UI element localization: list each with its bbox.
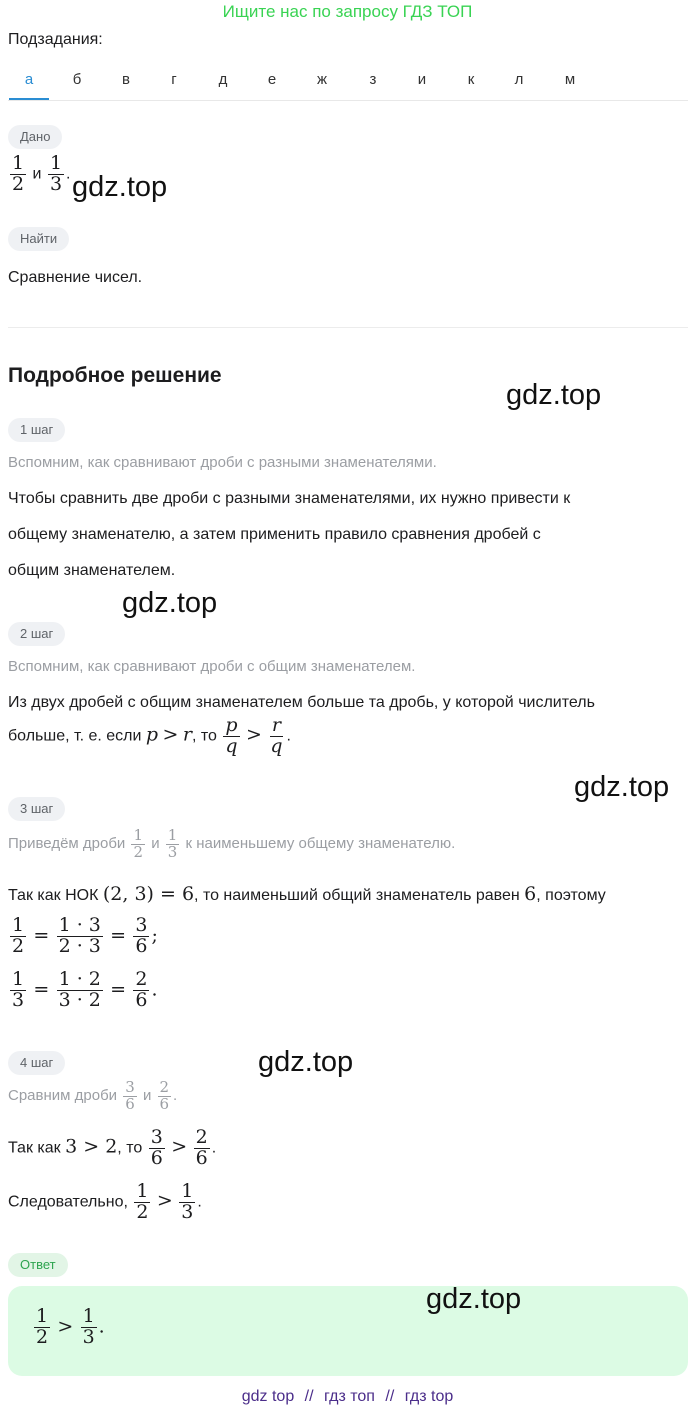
footer-link-2[interactable]: гдз топ: [324, 1388, 375, 1405]
tab-e[interactable]: е: [267, 71, 277, 88]
step-1-chip: 1 шаг: [8, 418, 65, 442]
tab-d[interactable]: д: [218, 71, 228, 88]
hint-fraction-2-6: $\frac{2}{6}$: [159, 1078, 170, 1113]
divider: [8, 327, 688, 328]
answer-expression: $\frac{1}{2}$ > $\frac{1}{3}$ .: [36, 1305, 105, 1348]
step-3-equation-1: $\frac{1}{2}$ = $\frac{1 \cdot 3}{2 \cdot 3}$ = $\frac{3}{6}$ ;: [12, 914, 158, 957]
step-1-line-1: Чтобы сравнить две дроби с разными знаменателями, их нужно привести к: [8, 490, 571, 507]
watermark: gdz.top: [506, 379, 602, 411]
watermark: gdz.top: [72, 171, 168, 203]
step-3-equation-2: $\frac{1}{3}$ = $\frac{1 \cdot 2}{3 \cdot 2}$ = $\frac{2}{6}$ .: [12, 968, 158, 1011]
find-text: Сравнение чисел.: [8, 269, 143, 286]
step-2-hint: Вспомним, как сравнивают дроби с общим знаменателем.: [8, 658, 416, 675]
step-2-line-2: больше, т. е. если p > r, то $\frac{p}{q}$ > $\frac{r}{q}$ .: [8, 714, 291, 757]
step-1-hint: Вспомним, как сравнивают дроби с разными знаменателями.: [8, 454, 437, 471]
watermark: gdz.top: [426, 1283, 522, 1315]
given-and: и: [32, 165, 42, 183]
tab-a[interactable]: а: [9, 68, 49, 100]
watermark: gdz.top: [574, 771, 670, 803]
answer-chip: Ответ: [8, 1253, 68, 1277]
step-3-hint: Приведём дроби $\frac{1}{2}$ и $\frac{1}{3}$ к наименьшему общему знаменателю.: [8, 826, 456, 861]
footer-link-1[interactable]: gdz top: [241, 1388, 295, 1405]
step-1-line-3: общим знаменателем.: [8, 562, 176, 579]
tab-b[interactable]: б: [72, 71, 82, 88]
find-chip: Найти: [8, 227, 69, 251]
tab-i[interactable]: и: [417, 71, 427, 88]
tab-m[interactable]: м: [564, 71, 576, 88]
subtask-tabs: [8, 68, 688, 101]
promo-banner[interactable]: Ищите нас по запросу ГДЗ ТОП: [222, 2, 473, 21]
tab-z[interactable]: з: [369, 71, 377, 88]
step-4-chip: 4 шаг: [8, 1051, 65, 1075]
subtasks-title: Подзадания:: [8, 31, 103, 48]
given-chip: Дано: [8, 125, 62, 149]
watermark: gdz.top: [258, 1046, 354, 1078]
hint-fraction-3-6: $\frac{3}{6}$: [125, 1078, 135, 1113]
step-3-chip: 3 шаг: [8, 797, 65, 821]
footer-link-3[interactable]: гдз top: [404, 1388, 454, 1405]
step-1-line-2: общему знаменателю, а затем применить правило сравнения дробей с: [8, 526, 541, 543]
step-4-hint: Сравним дроби $\frac{3}{6}$ и $\frac{2}{6}$ .: [8, 1078, 178, 1113]
tab-k[interactable]: к: [467, 71, 475, 88]
step-4-line-1: Так как 3 > 2, то $\frac{3}{6}$ > $\frac{2}{6}$ .: [8, 1126, 217, 1169]
tab-g[interactable]: г: [171, 71, 177, 88]
given-fraction-2: $\frac{1}{3}$: [49, 152, 63, 195]
fraction-r-over-q: $\frac{r}{q}$: [270, 714, 283, 757]
tab-l[interactable]: л: [514, 71, 524, 88]
step-2-chip: 2 шаг: [8, 622, 65, 646]
given-fraction-1: $\frac{1}{2}$: [12, 152, 25, 195]
footer-links: gdz top // гдз топ // гдз top: [241, 1388, 454, 1405]
hint-fraction-2: $\frac{1}{3}$: [167, 826, 178, 861]
watermark: gdz.top: [122, 587, 218, 619]
fraction-p-over-q: $\frac{p}{q}$: [225, 714, 238, 757]
step-4-line-2: Следовательно, $\frac{1}{2}$ > $\frac{1}{3}$ .: [8, 1180, 202, 1223]
answer-box: [8, 1286, 688, 1376]
tab-zh[interactable]: ж: [316, 71, 328, 88]
given-expression: $\frac{1}{2}$ и $\frac{1}{3}$ .: [12, 152, 71, 195]
hint-fraction-1: $\frac{1}{2}$: [133, 826, 144, 861]
solution-title: Подробное решение: [8, 364, 222, 387]
tab-v[interactable]: в: [122, 71, 130, 88]
step-3-line-1: Так как НОК (2, 3) = 6, то наименьший общий знаменатель равен 6, поэтому: [8, 883, 606, 905]
step-2-line-1: Из двух дробей с общим знаменателем больше та дробь, у которой числитель: [8, 694, 595, 711]
